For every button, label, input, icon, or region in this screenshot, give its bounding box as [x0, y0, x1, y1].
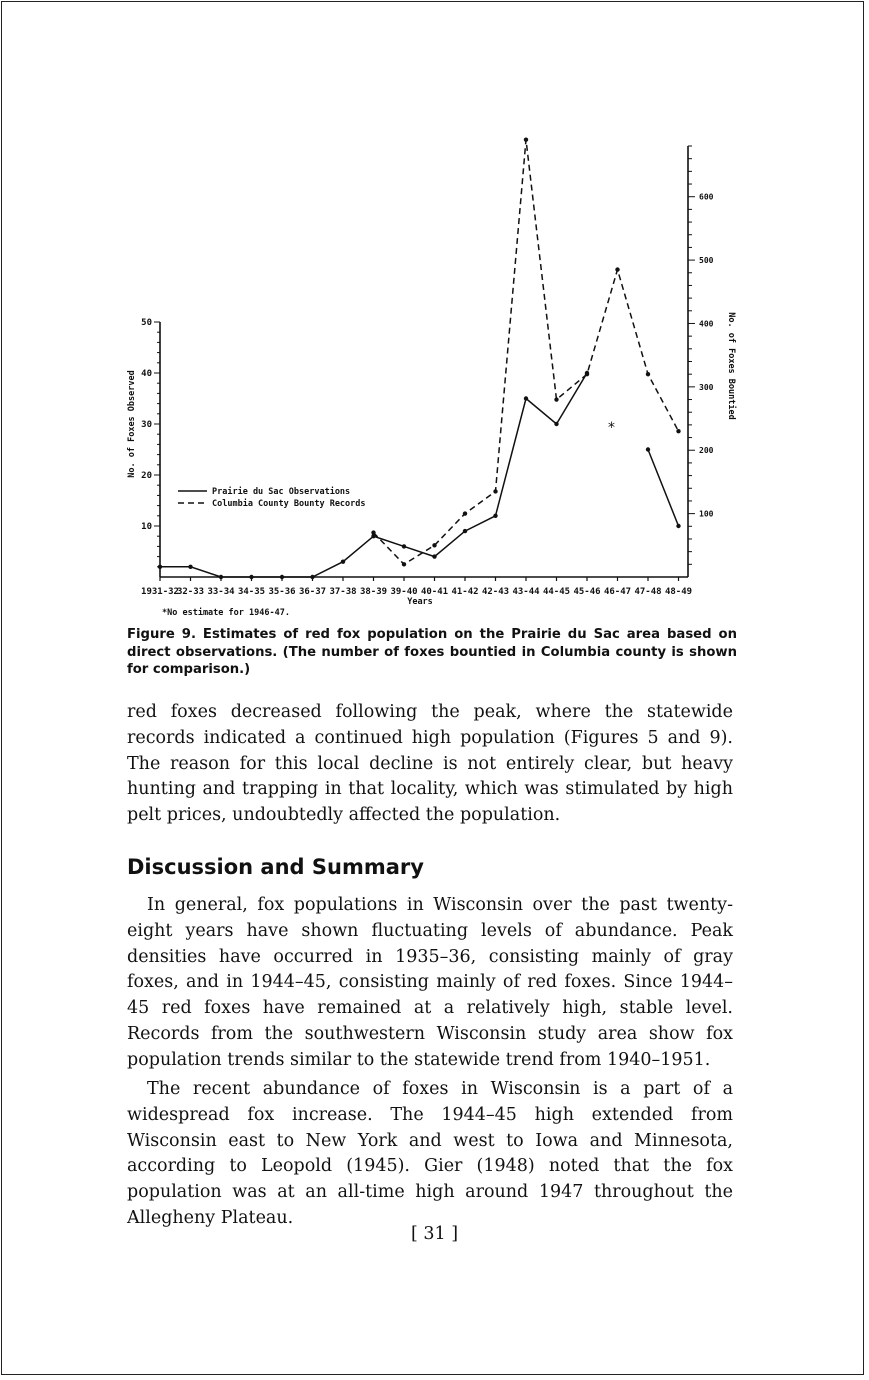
observation-point: [219, 575, 223, 579]
x-tick-label: 46-47: [603, 587, 632, 597]
paragraph-discussion: In general, fox populations in Wisconsin over the past twenty-eight years have shown fluctuating levels of abundance. Peak densities have occurred in 1935–36, consisting mainly of gray foxes, and in 1944–45, consisting mainly of red foxes. Since 1944–45 red foxes have remained at a relatively high, stable level. Records from the southwestern Wisconsin study area show fox population trends similar to the statewide trend from 1940–1951.: [127, 895, 733, 1070]
bounty-point: [585, 372, 589, 376]
asterisk-marker: *: [607, 420, 616, 436]
left-tick-label: 10: [141, 522, 152, 532]
observation-point: [493, 514, 497, 518]
x-tick-label: 32-33: [176, 587, 205, 597]
x-tick-label: 33-34: [207, 587, 235, 597]
left-tick-label: 50: [141, 318, 152, 328]
x-tick-label: 48-49: [664, 587, 693, 597]
fox-population-chart: [0, 0, 869, 620]
x-tick-label: 36-37: [298, 587, 327, 597]
right-axis-title: No. of Foxes Bountied: [726, 312, 736, 420]
observation-point: [402, 544, 406, 548]
figure-caption: Figure 9. Estimates of red fox population on the Prairie du Sac area based on direct observations. (The number of foxes bountied in Columbia county is shown for comparison.): [127, 627, 737, 677]
x-tick-label: 41-42: [451, 587, 479, 597]
bounty-point: [646, 372, 650, 376]
x-tick-label: 1931-32: [141, 587, 179, 597]
observation-point: [676, 524, 680, 528]
x-tick-label: 43-44: [512, 587, 540, 597]
x-tick-label: 38-39: [359, 587, 388, 597]
right-tick-label: 500: [699, 256, 714, 266]
bounty-point: [524, 137, 528, 141]
chart-series: [158, 137, 681, 579]
bounty-point: [676, 429, 680, 433]
right-tick-label: 600: [699, 192, 714, 202]
chart-axes: [154, 146, 695, 581]
x-tick-label: 44-45: [542, 587, 571, 597]
left-tick-label: 20: [141, 471, 152, 481]
bounty-point: [402, 562, 406, 566]
chart-footnote: *No estimate for 1946-47.: [162, 608, 290, 618]
x-tick-label: 40-41: [420, 587, 449, 597]
x-tick-label: 45-46: [573, 587, 601, 597]
observation-point: [463, 529, 467, 533]
observation-point: [341, 560, 345, 564]
observation-point: [646, 447, 650, 451]
x-tick-label: 37-38: [329, 587, 357, 597]
left-axis-title: No. of Foxes Observed: [127, 370, 137, 478]
paragraph-continued: red foxes decreased following the peak, where the statewide records indicated a continued high population (Figures 5 and 9). The reason for this local decline is not entirely clear, but heavy hunting and trapping in that locality, which was stimulated by high pelt prices, undoubtedly affected the population.: [127, 702, 733, 826]
bounty-series-line: [374, 140, 679, 565]
observation-point: [310, 575, 314, 579]
x-tick-label: 34-35: [237, 587, 266, 597]
left-tick-label: 40: [141, 369, 152, 379]
observation-point: [158, 565, 162, 569]
bounty-point: [554, 397, 558, 401]
bounty-point: [493, 489, 497, 493]
x-tick-label: 35-36: [268, 587, 296, 597]
x-axis-title: Years: [407, 597, 433, 607]
x-tick-label: 42-43: [481, 587, 510, 597]
right-tick-label: 100: [699, 509, 714, 519]
legend-label-bounty: Columbia County Bounty Records: [212, 499, 366, 509]
legend-label-observations: Prairie du Sac Observations: [212, 487, 351, 497]
page-number: [ 31 ]: [410, 1224, 459, 1244]
x-tick-label: 39-40: [390, 587, 418, 597]
right-tick-label: 400: [699, 319, 714, 329]
observation-point: [432, 554, 436, 558]
observation-point: [554, 422, 558, 426]
section-heading: Discussion and Summary: [127, 855, 424, 879]
right-tick-label: 200: [699, 446, 714, 456]
observation-point: [249, 575, 253, 579]
bounty-point: [615, 267, 619, 271]
observation-series-line: [160, 373, 587, 577]
observation-point: [524, 396, 528, 400]
bounty-point: [432, 543, 436, 547]
left-tick-label: 30: [141, 420, 152, 430]
chart-labels: [127, 193, 737, 618]
bounty-point: [463, 511, 467, 515]
bounty-point: [371, 530, 375, 534]
x-tick-label: 47-48: [634, 587, 662, 597]
observation-point: [188, 565, 192, 569]
observation-point: [280, 575, 284, 579]
paragraph-abundance: The recent abundance of foxes in Wisconsin is a part of a widespread fox increase. The 1944–45 high extended from Wisconsin east to New York and west to Iowa and Minnesota, according to Leopold (1945). Gier (1948) noted that the fox population was at an all-time high around 1947 throughout the Allegheny Plateau.: [127, 1079, 733, 1228]
right-tick-label: 300: [699, 382, 714, 392]
observation-series-line: [648, 450, 679, 527]
